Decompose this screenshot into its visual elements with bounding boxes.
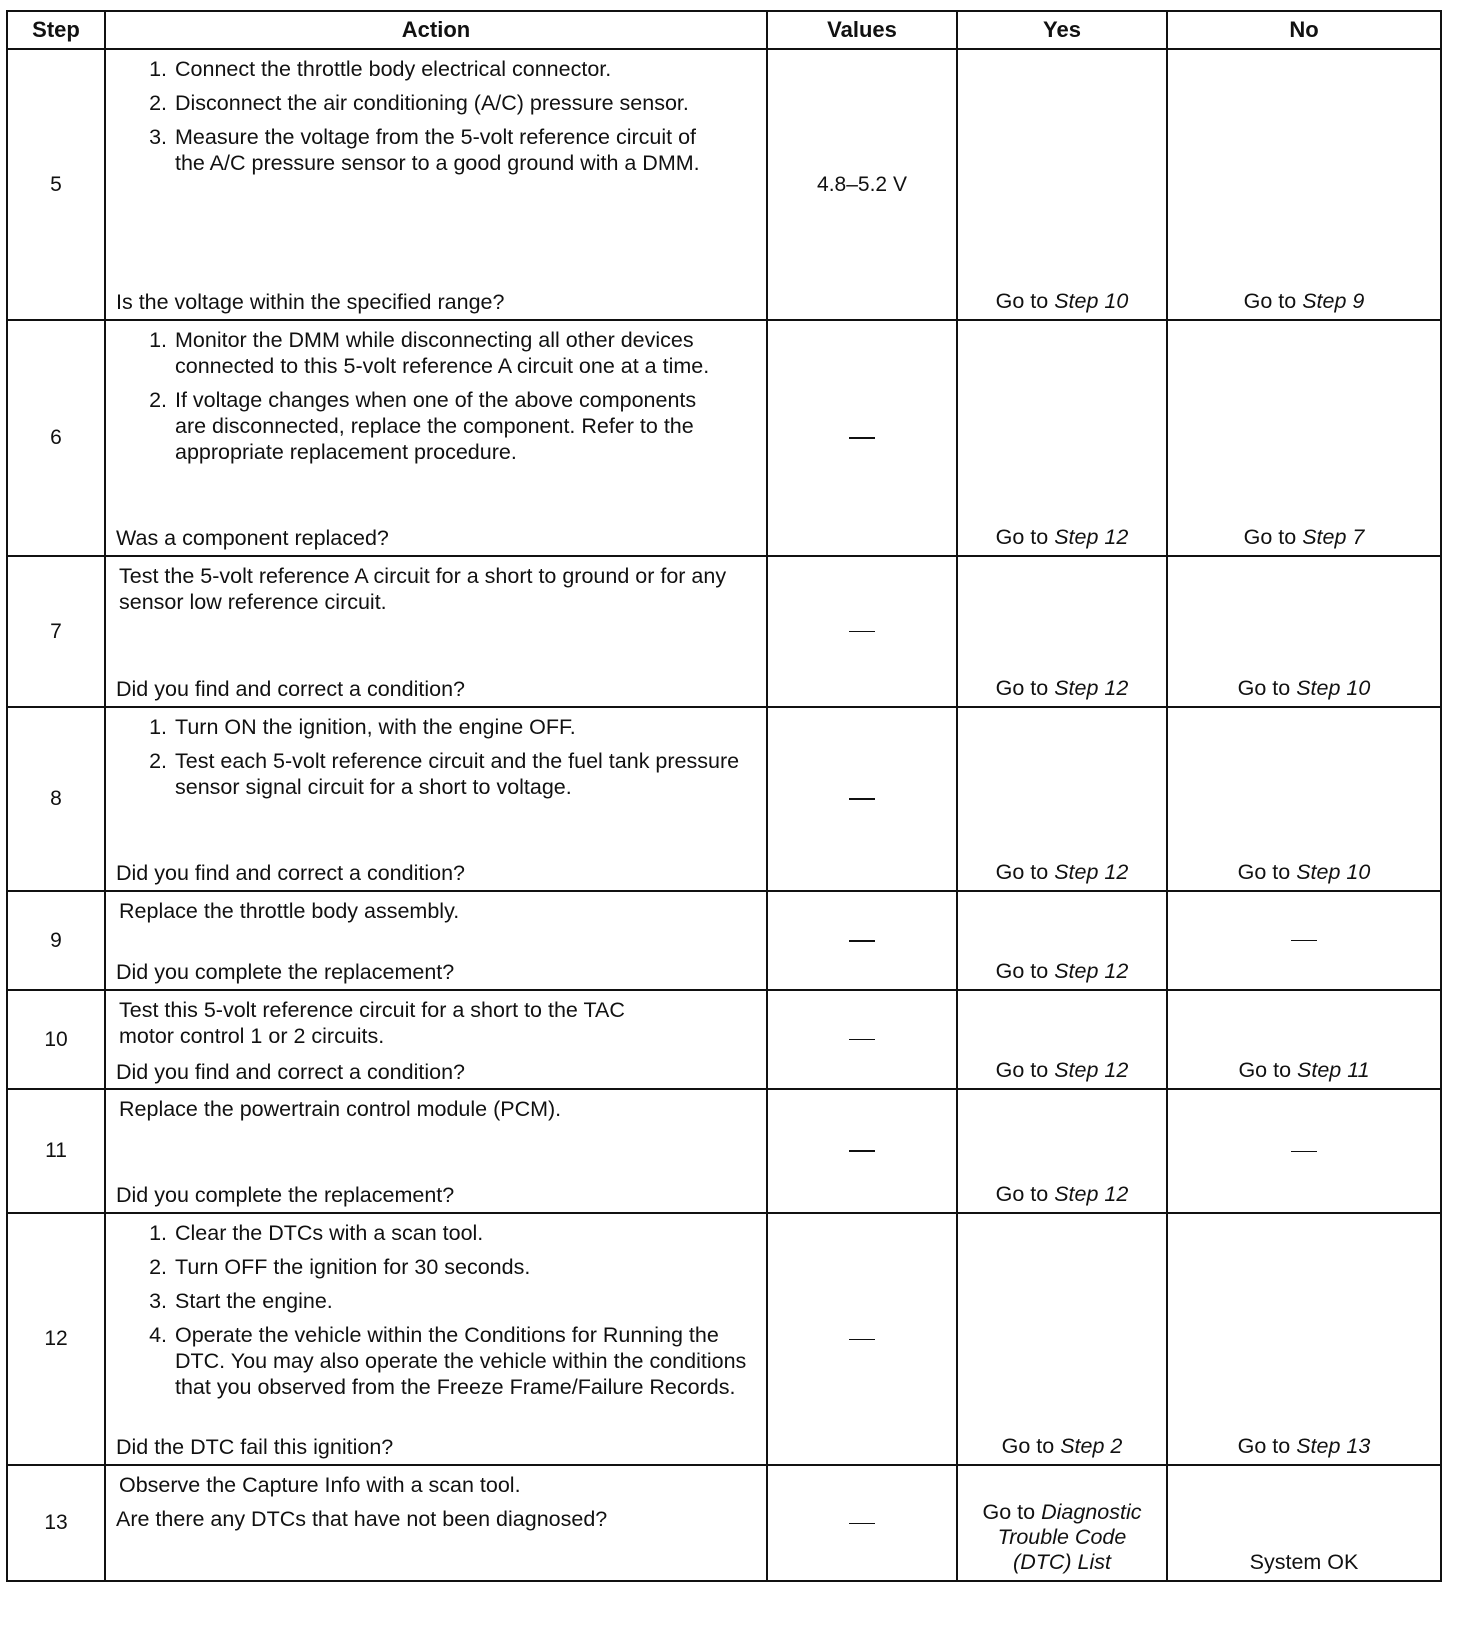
no-cell	[1167, 990, 1441, 1089]
list-item: 1. Clear the DTCs with a scan tool.	[173, 1220, 756, 1246]
action-list	[116, 1220, 756, 1408]
value-cell	[767, 320, 957, 556]
yes-cell	[957, 1465, 1167, 1581]
action-cell	[105, 1213, 767, 1465]
step-number: 9	[7, 891, 105, 990]
value-cell	[767, 891, 957, 990]
table-row	[7, 1465, 1441, 1581]
no-prefix: Go to	[1237, 860, 1291, 884]
no-cell	[1167, 707, 1441, 891]
list-item: 4. Operate the vehicle within the Conditions for Running the DTC. You may also operate the vehicle within the conditions that you observed from the Freeze Frame/Failure Records.	[173, 1322, 756, 1400]
yes-cell	[957, 556, 1167, 707]
table-row	[7, 990, 1441, 1089]
no-prefix: Go to	[1238, 1058, 1292, 1082]
yes-cell	[957, 891, 1167, 990]
yes-link[interactable]: Step 12	[1054, 676, 1129, 700]
no-link[interactable]: Step 9	[1302, 289, 1365, 313]
no-link[interactable]: Step 7	[1302, 525, 1365, 549]
dash-mark	[849, 1523, 875, 1524]
list-item: 2. Turn OFF the ignition for 30 seconds.	[173, 1254, 756, 1280]
no-cell	[1167, 49, 1441, 320]
yes-cell	[957, 1213, 1167, 1465]
dash-mark	[849, 940, 875, 942]
table-row	[7, 1089, 1441, 1213]
yes-prefix: Go to	[995, 860, 1049, 884]
yes-cell	[957, 1089, 1167, 1213]
action-question: Did you complete the replacement?	[116, 960, 455, 984]
header-yes: Yes	[957, 11, 1167, 49]
value-cell	[767, 707, 957, 891]
dash-mark	[1291, 940, 1317, 941]
table-row	[7, 891, 1441, 990]
action-question: Did you find and correct a condition?	[116, 1060, 465, 1084]
action-cell	[105, 320, 767, 556]
header-values: Values	[767, 11, 957, 49]
no-prefix: Go to	[1243, 289, 1297, 313]
no-link[interactable]: Step 11	[1297, 1058, 1370, 1082]
action-list	[116, 327, 756, 473]
value-cell	[767, 1089, 957, 1213]
dash-mark	[849, 1150, 875, 1152]
header-step: Step	[7, 11, 105, 49]
yes-prefix: Go to	[995, 1182, 1049, 1206]
yes-link[interactable]: Step 2	[1060, 1434, 1123, 1458]
table-row	[7, 49, 1441, 320]
action-text: Test the 5-volt reference A circuit for a short to ground or for any sensor low reference circuit.	[119, 564, 727, 614]
dash-mark	[849, 1339, 875, 1340]
list-item: 3. Measure the voltage from the 5-volt reference circuit of the A/C pressure sensor to a good ground with a DMM.	[173, 124, 756, 176]
no-cell: System OK	[1167, 1465, 1441, 1581]
table-row	[7, 707, 1441, 891]
action-question: Did you complete the replacement?	[116, 1183, 455, 1207]
yes-link[interactable]: Diagnostic Trouble Code (DTC) List	[997, 1500, 1142, 1574]
no-link[interactable]: Step 10	[1296, 860, 1371, 884]
value-cell: 4.8–5.2 V	[767, 49, 957, 320]
step-number: 6	[7, 320, 105, 556]
table-row	[7, 1213, 1441, 1465]
dash-mark	[849, 437, 875, 439]
dash-mark	[849, 631, 875, 632]
no-link[interactable]: Step 13	[1296, 1434, 1371, 1458]
yes-prefix: Go to	[995, 525, 1049, 549]
no-prefix: Go to	[1237, 1434, 1291, 1458]
action-list	[116, 714, 756, 808]
action-cell	[105, 990, 767, 1089]
no-cell	[1167, 556, 1441, 707]
action-question: Did you find and correct a condition?	[116, 677, 465, 701]
action-text: Replace the powertrain control module (PCM).	[119, 1097, 562, 1121]
action-list	[116, 56, 756, 184]
step-number: 12	[7, 1213, 105, 1465]
header-row	[7, 11, 1441, 49]
step-number: 8	[7, 707, 105, 891]
table-row	[7, 320, 1441, 556]
value-cell	[767, 1465, 957, 1581]
no-cell	[1167, 1089, 1441, 1213]
list-item: 1. Monitor the DMM while disconnecting all other devices connected to this 5-volt reference A circuit one at a time.	[173, 327, 756, 379]
yes-link[interactable]: Step 12	[1054, 525, 1129, 549]
action-text: Test this 5-volt reference circuit for a short to the TAC motor control 1 or 2 circuits.	[119, 998, 625, 1048]
yes-prefix: Go to	[995, 289, 1049, 313]
dash-mark	[849, 798, 875, 800]
header-action: Action	[105, 11, 767, 49]
value-cell	[767, 556, 957, 707]
step-number: 10	[7, 990, 105, 1089]
no-prefix: Go to	[1237, 676, 1291, 700]
action-cell	[105, 1089, 767, 1213]
list-item: 1. Turn ON the ignition, with the engine OFF.	[173, 714, 756, 740]
action-question: Is the voltage within the specified range?	[116, 290, 505, 314]
yes-link[interactable]: Step 12	[1054, 959, 1129, 983]
diagnostic-table	[6, 10, 1442, 1582]
list-item: 2. If voltage changes when one of the above components are disconnected, replace the component. Refer to the appropriate replacement procedure.	[173, 387, 756, 465]
action-cell	[105, 49, 767, 320]
step-number: 11	[7, 1089, 105, 1213]
dash-mark	[849, 1039, 875, 1040]
no-cell	[1167, 320, 1441, 556]
yes-prefix: Go to	[995, 1058, 1049, 1082]
action-question: Was a component replaced?	[116, 526, 389, 550]
yes-prefix: Go to	[995, 676, 1049, 700]
value-cell	[767, 990, 957, 1089]
value-cell	[767, 1213, 957, 1465]
yes-cell	[957, 707, 1167, 891]
yes-prefix: Go to	[1001, 1434, 1055, 1458]
action-text: Replace the throttle body assembly.	[119, 899, 460, 923]
step-number: 5	[7, 49, 105, 320]
action-cell	[105, 1465, 767, 1581]
action-text: Observe the Capture Info with a scan tool.	[119, 1473, 521, 1497]
action-cell	[105, 707, 767, 891]
header-no: No	[1167, 11, 1441, 49]
yes-link[interactable]: Step 12	[1054, 860, 1129, 884]
yes-link[interactable]: Step 10	[1054, 289, 1129, 313]
yes-cell	[957, 49, 1167, 320]
no-link[interactable]: Step 10	[1296, 676, 1371, 700]
action-question: Did the DTC fail this ignition?	[116, 1435, 394, 1459]
yes-link[interactable]: Step 12	[1054, 1058, 1129, 1082]
dash-mark	[1291, 1151, 1317, 1152]
no-cell	[1167, 1213, 1441, 1465]
list-item: 2. Disconnect the air conditioning (A/C) pressure sensor.	[173, 90, 756, 116]
yes-link[interactable]: Step 12	[1054, 1182, 1129, 1206]
yes-prefix: Go to	[995, 959, 1049, 983]
table-row	[7, 556, 1441, 707]
diagnostic-table-container	[6, 10, 1440, 1582]
yes-prefix: Go to	[982, 1500, 1036, 1524]
action-question: Did you find and correct a condition?	[116, 861, 465, 885]
list-item: 2. Test each 5-volt reference circuit and the fuel tank pressure sensor signal circuit for a short to voltage.	[173, 748, 756, 800]
no-prefix: Go to	[1243, 525, 1297, 549]
list-item: 3. Start the engine.	[173, 1288, 756, 1314]
step-number: 13	[7, 1465, 105, 1581]
no-cell	[1167, 891, 1441, 990]
yes-cell	[957, 990, 1167, 1089]
action-cell	[105, 891, 767, 990]
action-question: Are there any DTCs that have not been diagnosed?	[116, 1507, 608, 1531]
step-number: 7	[7, 556, 105, 707]
action-cell	[105, 556, 767, 707]
yes-cell	[957, 320, 1167, 556]
list-item: 1. Connect the throttle body electrical connector.	[173, 56, 756, 82]
